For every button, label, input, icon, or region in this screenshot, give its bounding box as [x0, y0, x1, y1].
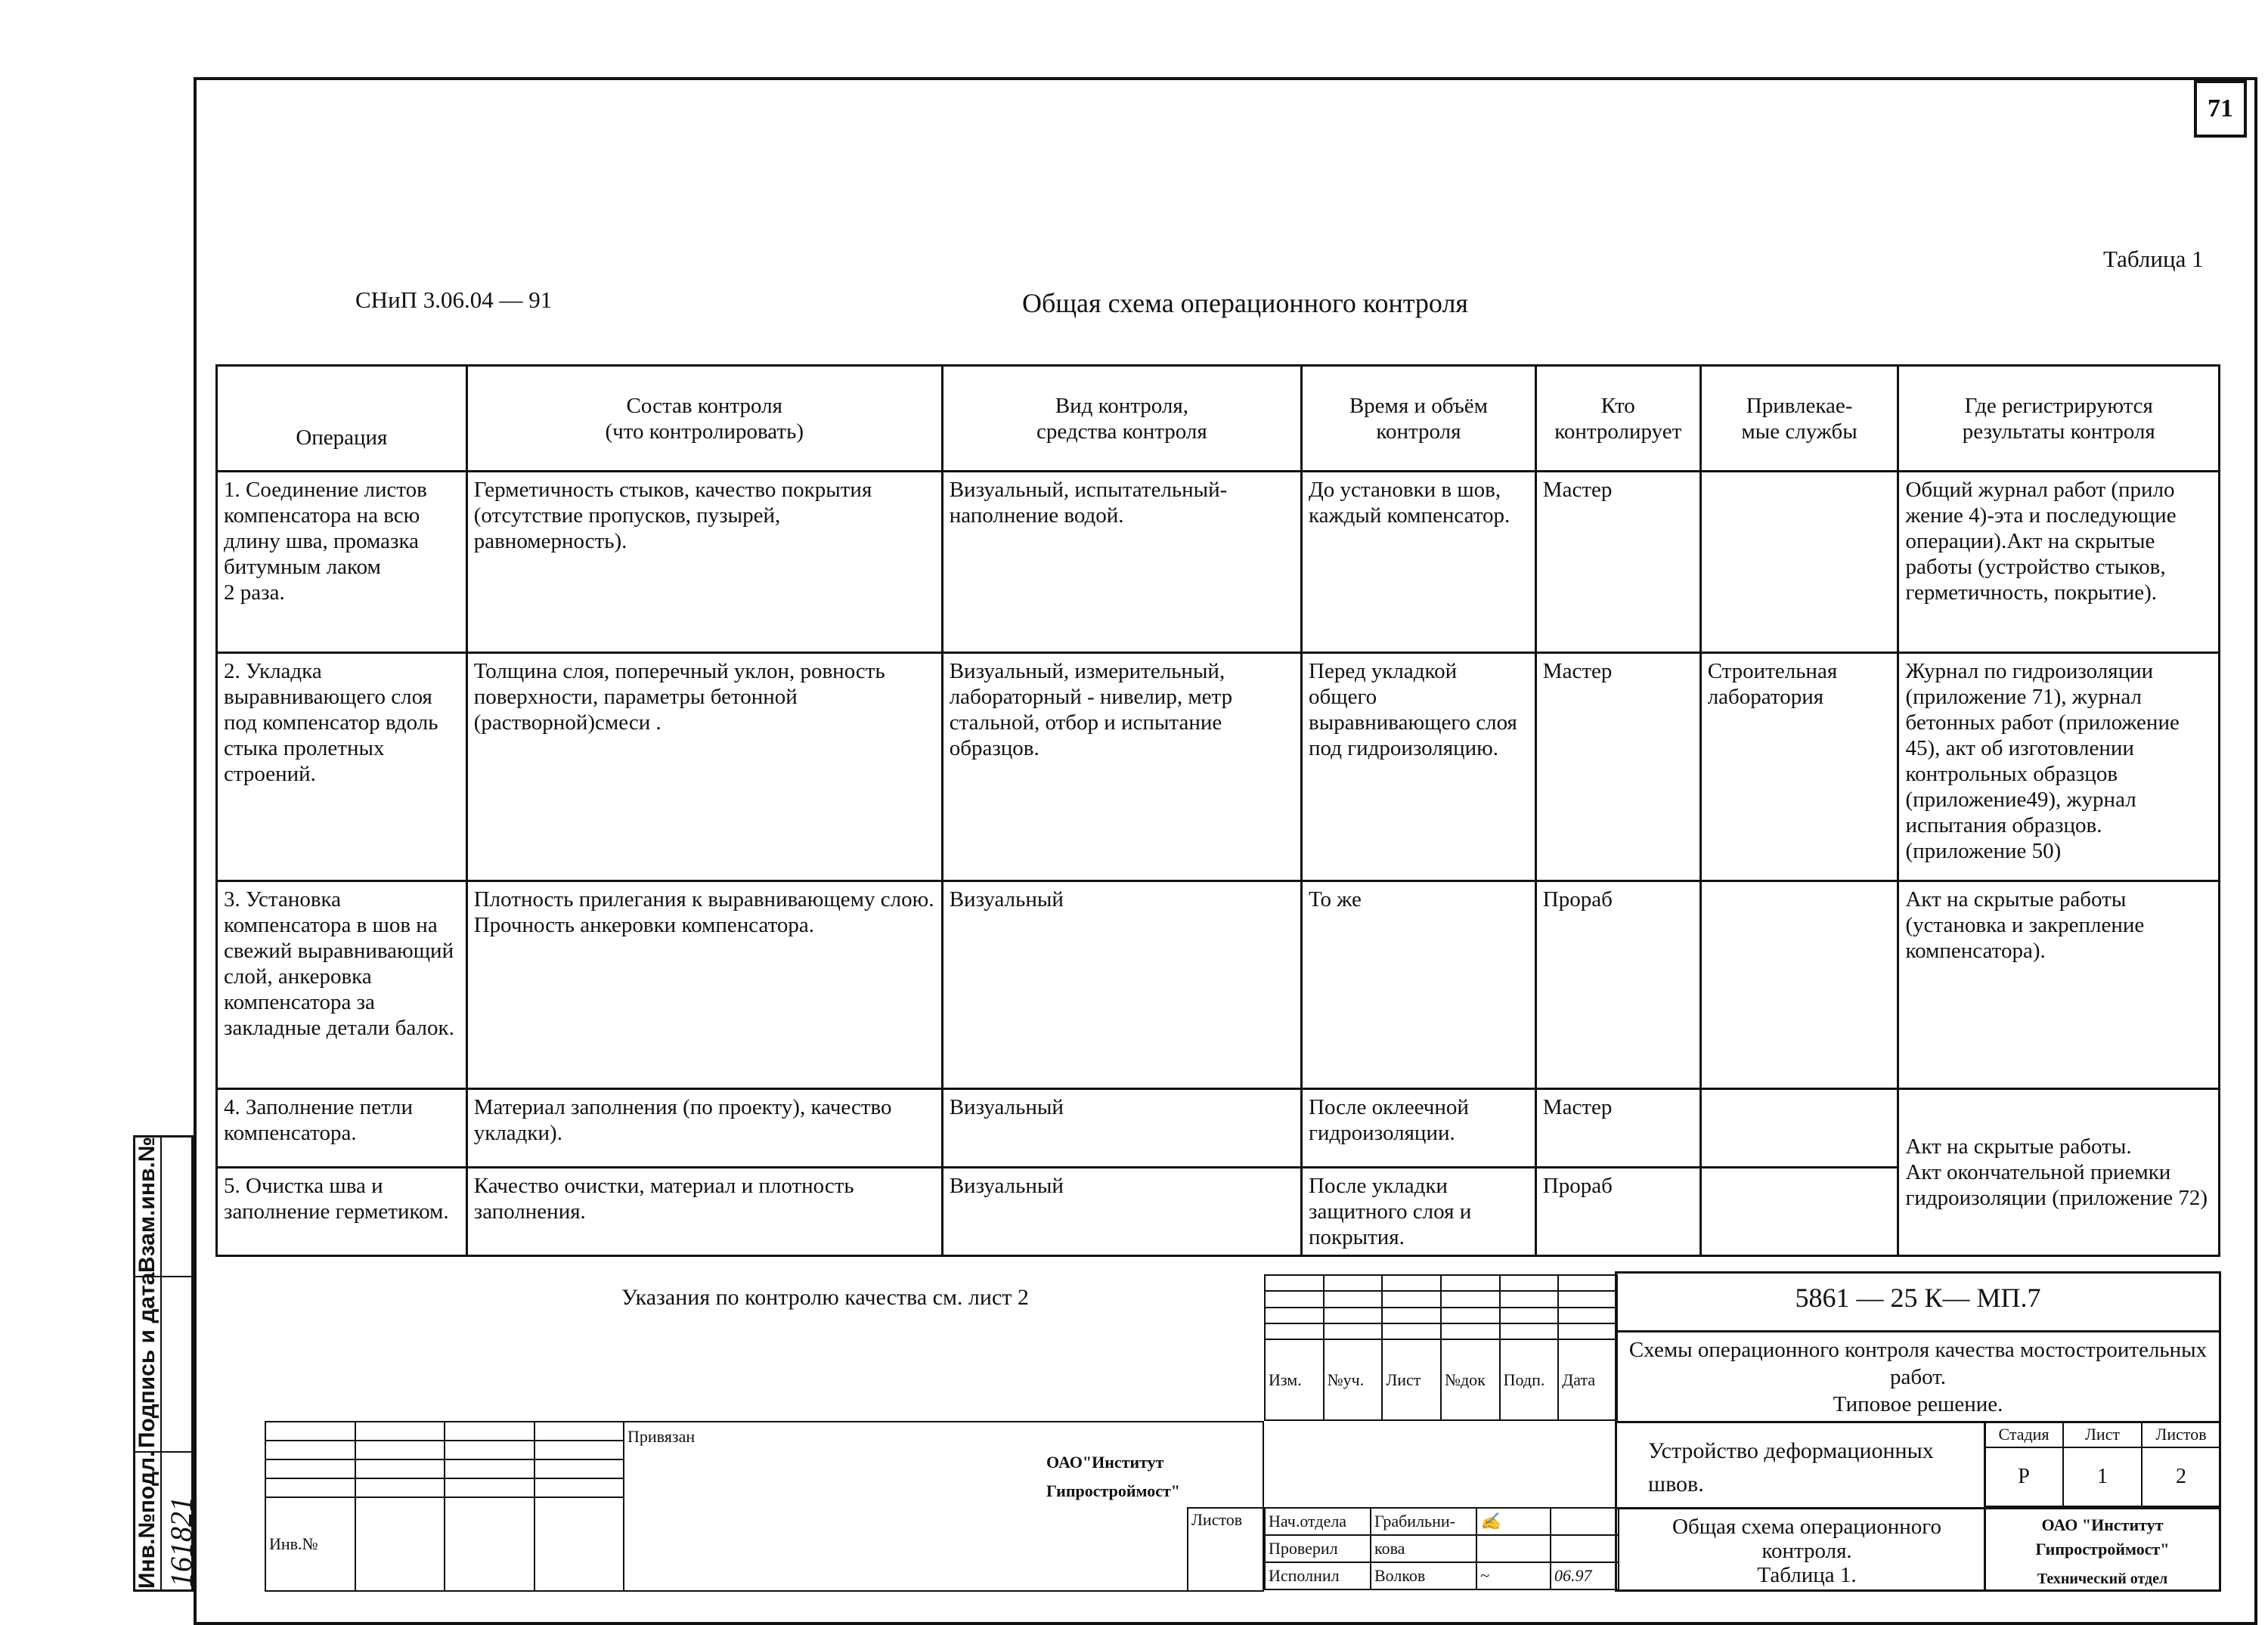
rev-header: №уч. [1324, 1339, 1383, 1420]
header-where: Где регистрируются результаты контроля [1898, 366, 2220, 472]
listov-label: Листов [1191, 1510, 1243, 1529]
binding-grid [265, 1421, 624, 1592]
table-row [217, 881, 2220, 1089]
cell-what: Материал заполнения (по проекту), качество укладки). [466, 1089, 942, 1168]
podpis-label: Подпись и дата [135, 1272, 160, 1448]
roles-grid [1264, 1507, 1619, 1590]
cell-operation: 1. Соединение листов компенсатора на всю длину шва, промазка битумным лаком 2 раза. [217, 472, 467, 653]
role-name: кова [1371, 1535, 1476, 1562]
inv-label: Инв.№ [265, 1497, 355, 1592]
snip-reference: СНиП 3.06.04 — 91 [355, 286, 553, 313]
cell-where-merged: Акт на скрытые работы. Акт окончательной приемки гидроизоляции (приложение 72) [1898, 1089, 2220, 1256]
cell-time: То же [1302, 881, 1536, 1089]
binding-line [1187, 1507, 1188, 1592]
cell-what: Толщина слоя, поперечный уклон, ровность поверхности, параметры бетонной (растворной)смеси . [466, 653, 942, 881]
header-services: Привлекае- мые службы [1700, 366, 1898, 472]
page-title: Общая схема операционного контроля [1022, 288, 1468, 318]
cell-method: Визуальный [942, 1089, 1301, 1168]
sheet-title: Общая схема операционного контроля. Таблица 1. [1672, 1515, 1941, 1587]
bound-org: ОАО"Институт Гипростроймост" [1046, 1453, 1180, 1500]
role-label: Проверил [1265, 1535, 1371, 1562]
cell-what: Герметичность стыков, качество покрытия (отсутствие пропусков, пузырей, равномерность). [466, 472, 942, 653]
header-method: Вид контроля, средства контроля [942, 366, 1301, 472]
cell-method: Визуальный, измерительный, лабораторный - нивелир, метр стальной, отбор и испытание образцов. [942, 653, 1301, 881]
cell-who: Мастер [1535, 1089, 1700, 1168]
stage-label: Стадия [1984, 1422, 2063, 1447]
cell-operation: 3. Установка компенсатора в шов на свежий выравнивающий слой, анкеровка компенсатора за закладные детали балок. [217, 881, 467, 1089]
rev-header: Подп. [1500, 1339, 1559, 1420]
revision-header-row [1265, 1339, 1617, 1420]
sheet-label: Лист [2063, 1422, 2142, 1447]
cell-time: После укладки защитного слоя и покрытия. [1302, 1168, 1536, 1256]
cell-who: Мастер [1535, 653, 1700, 881]
revision-grid [1264, 1274, 1618, 1421]
cell-operation: 5. Очистка шва и заполнение герметиком. [217, 1168, 467, 1256]
table-label: Таблица 1 [2103, 246, 2204, 272]
cell-operation: 2. Укладка выравнивающего слоя под компенсатор вдоль стыка пролетных строений. [217, 653, 467, 881]
control-table [215, 364, 2220, 1257]
vzam-inv-label: Взам.инв.№ [135, 1136, 160, 1273]
department: Технический отдел [2037, 1571, 2168, 1587]
role-label: Нач.отдела [1265, 1508, 1371, 1535]
header-operation: Операция [217, 366, 467, 472]
stamp-line [1615, 1330, 2221, 1332]
cell-services [1700, 1168, 1898, 1256]
cell-what: Качество очистки, материал и плотность заполнения. [466, 1168, 942, 1256]
section-title: Устройство деформационных швов. [1648, 1438, 1934, 1497]
role-label: Исполнил [1265, 1562, 1371, 1589]
table-row [217, 472, 2220, 653]
cell-time: Перед укладкой общего выравнивающего слоя под гидроизоляцию. [1302, 653, 1536, 881]
signature: ✍ [1476, 1508, 1551, 1535]
role-name: Грабильни- [1371, 1508, 1476, 1535]
exec-date: 06.97 [1551, 1562, 1619, 1589]
cell-where: Журнал по гидроизоляции (приложение 71), журнал бетонных работ (приложение 45), акт об изготовлении контрольных образцов (приложение49), журнал испытания образцов. (приложение 50) [1898, 653, 2220, 881]
cell-where: Акт на скрытые работы (установка и закрепление компенсатора). [1898, 881, 2220, 1089]
header-row [217, 366, 2220, 472]
doc-title: Схемы операционного контроля качества мостостроительных работ. Типовое решение. [1628, 1338, 2208, 1416]
cell-operation: 4. Заполнение петли компенсатора. [217, 1089, 467, 1168]
cell-where: Общий журнал работ (прило жение 4)-эта и последующие операции).Акт на скрытые работы (устройство стыков, герметичность, покрытие). [1898, 472, 2220, 653]
page-number-box [2194, 80, 2247, 138]
cell-who: Прораб [1535, 1168, 1700, 1256]
sheet-value: 1 [2063, 1447, 2142, 1506]
rev-header: Дата [1558, 1339, 1617, 1420]
role-name: Волков [1371, 1562, 1476, 1589]
sheets-value: 2 [2142, 1447, 2220, 1506]
stage-value: Р [1984, 1447, 2063, 1506]
rev-header: №док [1441, 1339, 1500, 1420]
binding-box [623, 1421, 1264, 1592]
bound-label: Привязан [627, 1427, 696, 1446]
cell-time: До установки в шов, каждый компенсатор. [1302, 472, 1536, 653]
quality-note: Указания по контролю качества см. лист 2 [621, 1285, 1029, 1310]
cell-who: Мастер [1535, 472, 1700, 653]
table-row [217, 653, 2220, 881]
header-who: Кто контролирует [1535, 366, 1700, 472]
rev-header: Лист [1382, 1339, 1441, 1420]
cell-method: Визуальный [942, 1168, 1301, 1256]
stage-grid [1984, 1421, 2221, 1507]
cell-time: После оклеечной гидроизоляции. [1302, 1089, 1536, 1168]
inv-podl-label: Инв.№подл. [135, 1450, 160, 1589]
page-number: 71 [2208, 94, 2233, 122]
sheets-label: Листов [2142, 1422, 2220, 1447]
stamp-line [1615, 1507, 2221, 1509]
cell-services [1700, 881, 1898, 1089]
cell-services [1700, 472, 1898, 653]
cell-services [1700, 1089, 1898, 1168]
cell-who: Прораб [1535, 881, 1700, 1089]
signature: ~ [1476, 1562, 1551, 1589]
cell-method: Визуальный [942, 881, 1301, 1089]
side-strip-divider [160, 1135, 162, 1592]
cell-method: Визуальный, испытательный-наполнение водой. [942, 472, 1301, 653]
doc-code: 5861 — 25 К— МП.7 [1795, 1283, 2041, 1313]
header-time: Время и объём контроля [1302, 366, 1536, 472]
cell-services: Строительная лаборатория [1700, 653, 1898, 881]
header-what: Состав контроля (что контролировать) [466, 366, 942, 472]
rev-header: Изм. [1265, 1339, 1324, 1420]
inv-number: 161821 [164, 1497, 198, 1587]
org-name: ОАО "Институт Гипростроймост" [2035, 1515, 2170, 1558]
table-row [217, 1089, 2220, 1168]
cell-what: Плотность прилегания к выравнивающему слою. Прочность анкеровки компенсатора. [466, 881, 942, 1089]
